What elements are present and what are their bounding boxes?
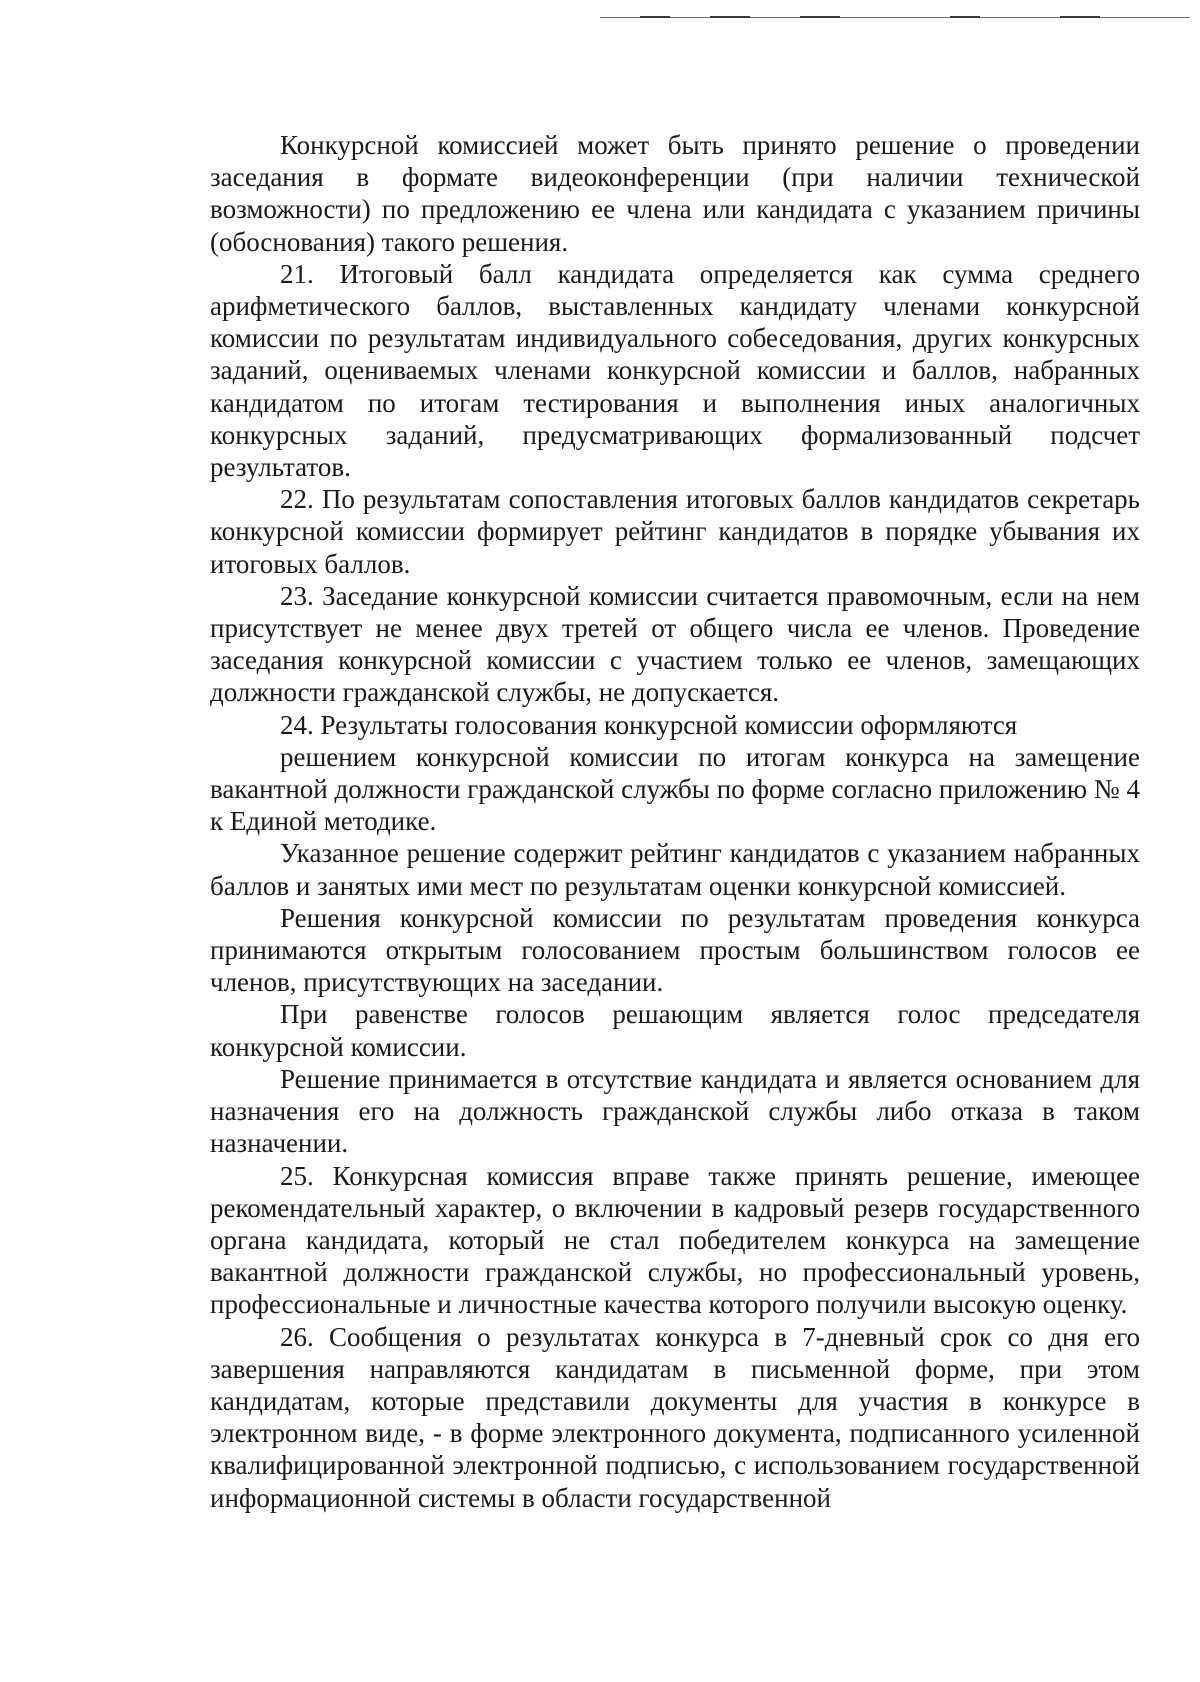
top-rule-divider — [600, 17, 1190, 18]
document-body — [210, 129, 1140, 1514]
paragraph-25: 25. Конкурсная комиссия вправе также принять решение, имеющее рекомендательный характер, о включении в кадровый резерв государственного органа кандидата, который не стал победителем конкурса на замещение вакантной должности гражданской службы, но профессиональный уровень, профессиональные и личностные качества которого получили высокую оценку. — [210, 1160, 1140, 1320]
paragraph-21: 21. Итоговый балл кандидата определяется как сумма среднего арифметического баллов, выставленных кандидату членами конкурсной комиссии по результатам индивидуального собеседования, других конкурсных заданий, оцениваемых членами конкурсной комиссии и баллов, набранных кандидатом по итогам тестирования и выполнения иных аналогичных конкурсных заданий, предусматривающих формализованный подсчет результатов. — [210, 258, 1140, 483]
paragraph-22: 22. По результатам сопоставления итоговых баллов кандидатов секретарь конкурсной комиссии формирует рейтинг кандидатов в порядке убывания их итоговых баллов. — [210, 484, 1140, 579]
paragraph-rating: Указанное решение содержит рейтинг кандидатов с указанием набранных баллов и занятых ими мест по результатам оценки конкурсной комиссией. — [210, 838, 1140, 901]
paragraph-23: 23. Заседание конкурсной комиссии считается правомочным, если на нем присутствует не менее двух третей от общего числа ее членов. Проведение заседания конкурсной комиссии с участием только ее членов, замещающих должности гражданской службы, не допускается. — [210, 580, 1140, 708]
paragraph-absence: Решение принимается в отсутствие кандидата и является основанием для назначения его на должность гражданской службы либо отказа в таком назначении. — [210, 1063, 1140, 1159]
paragraph-equal-votes: При равенстве голосов решающим является голос председателя конкурсной комиссии. — [210, 999, 1140, 1062]
paragraph-24: 24. Результаты голосования конкурсной комиссии оформляются — [280, 709, 1018, 740]
paragraph-26: 26. Сообщения о результатах конкурса в 7-дневный срок со дня его завершения направляются кандидатам в письменной форме, при этом кандидатам, которые представили документы для участия в конкурсе в электронном виде, - в форме электронного документа, подписанного усиленной квалифицированной электронной подписью, с использованием государственной информационной системы в области государственной — [210, 1321, 1140, 1513]
paragraph-voting: Решения конкурсной комиссии по результатам проведения конкурса принимаются открытым голосованием простым большинством голосов ее членов, присутствующих на заседании. — [210, 902, 1140, 998]
paragraph-videoconference: Конкурсной комиссией может быть принято решение о проведении заседания в формате видеоконференции (при наличии технической возможности) по предложению ее члена или кандидата с указанием причины (обоснования) такого решения. — [210, 130, 1140, 257]
paragraph-24-decision: решением конкурсной комиссии по итогам конкурса на замещение вакантной должности гражданской службы по форме согласно приложению № 4 к Единой методике. — [210, 741, 1140, 837]
